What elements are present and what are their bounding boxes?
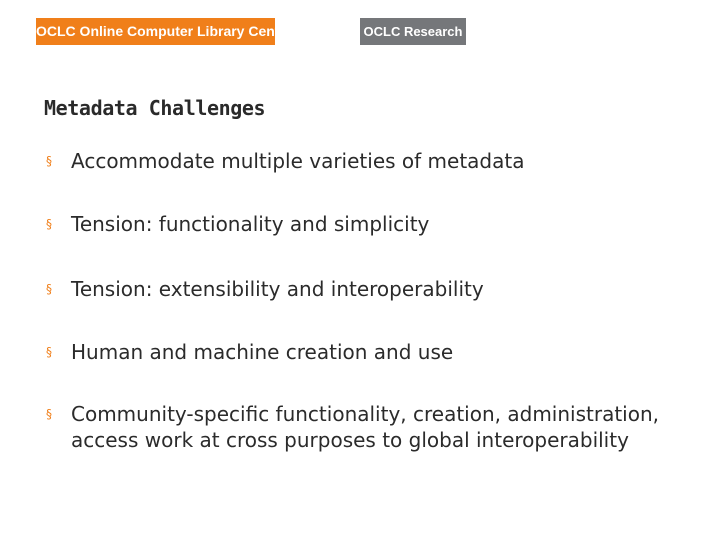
bullet-text: Tension: extensibility and interoperability — [71, 277, 484, 301]
oclc-research-logo: OCLC Research — [360, 18, 466, 45]
bullet-icon: § — [46, 282, 52, 296]
bullet-text: Accommodate multiple varieties of metadata — [71, 149, 525, 173]
bullet-text: Community-specific functionality, creation, administration, access work at cross purposes to global interoperability — [71, 402, 659, 452]
bullet-item — [46, 211, 686, 237]
bullet-text: Human and machine creation and use — [71, 340, 454, 364]
bullet-item — [46, 148, 686, 174]
oclc-logo: OCLC Online Computer Library Center — [36, 18, 275, 45]
bullet-icon: § — [46, 345, 52, 359]
bullet-item — [46, 276, 686, 302]
bullet-item — [46, 401, 686, 453]
bullet-icon: § — [46, 217, 52, 231]
bullet-text: Tension: functionality and simplicity — [71, 212, 430, 236]
bullet-icon: § — [46, 407, 52, 421]
bullet-item — [46, 339, 686, 365]
slide-title: Metadata Challenges — [44, 96, 266, 120]
bullet-icon: § — [46, 154, 52, 168]
